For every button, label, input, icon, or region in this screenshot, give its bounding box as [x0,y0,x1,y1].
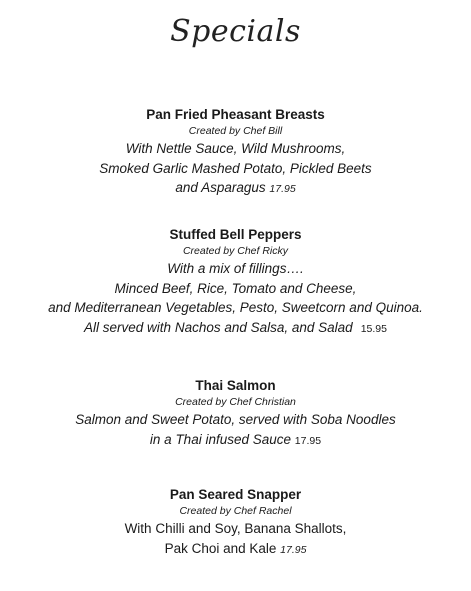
menu-item-thai-salmon [0,377,471,451]
chef-credit: Created by Chef Rachel [179,505,292,517]
dish-description-line: Minced Beef, Rice, Tomato and Cheese, [114,280,357,296]
dish-description-last-line [0,178,471,200]
menu-item-snapper [0,486,471,560]
dish-description-line: Smoked Garlic Mashed Potato, Pickled Beets [99,160,372,176]
dish-description-line: Salmon and Sweet Potato, served with Soba Noodles [75,412,396,427]
dish-description-line: and Mediterranean Vegetables, Pesto, Sweetcorn and Quinoa. [48,300,423,315]
chef-credit: Created by Chef Christian [175,396,296,408]
dish-description-line: With a mix of fillings…. [167,261,304,276]
dish-price: 15.95 [360,322,387,335]
menu-item-stuffed-peppers [0,226,471,339]
dish-price: 17.95 [294,434,322,447]
dish-description-text: Pak Choi and Kale [164,540,277,556]
dish-description-text: in a Thai infused Sauce [149,431,292,447]
dish-name: Thai Salmon [195,378,276,393]
page-title: Specials [170,14,301,49]
dish-description-last-line [0,539,471,561]
dish-price: 17.95 [280,543,307,556]
dish-description-line: With Chilli and Soy, Banana Shallots, [124,521,347,536]
menu-item-pheasant [0,106,471,200]
dish-description-last-line [0,430,471,452]
chef-credit: Created by Chef Bill [188,125,283,137]
dish-price: 17.95 [269,183,296,195]
chef-credit: Created by Chef Ricky [182,245,289,257]
dish-name: Pan Seared Snapper [169,487,302,502]
dish-description-text: and Asparagus [175,180,266,195]
dish-name: Pan Fried Pheasant Breasts [146,107,325,122]
dish-description-line: With Nettle Sauce, Wild Mushrooms, [125,141,346,156]
dish-description-text: All served with Nachos and Salsa, and Salad [84,319,353,335]
dish-name: Stuffed Bell Peppers [169,227,302,242]
dish-description-last-line [0,318,471,340]
